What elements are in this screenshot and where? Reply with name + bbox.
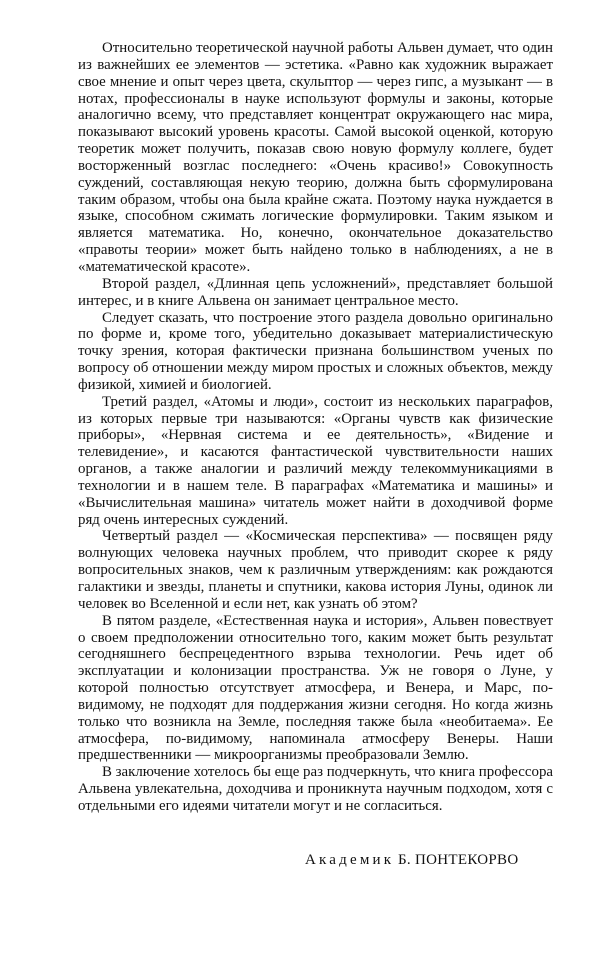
author-signature xyxy=(305,850,555,870)
paragraph-third-section: Третий раздел, «Атомы и люди», состоит из нескольких параграфов, из которых первые три называются: «Органы чувств как физические приборы», «Нервная система и ее деятельность», «Видение и телевидение», и касаются фантастической чувствительности наших органов, а также аналогии и различий между телекоммуникациями в технологии и в нашем теле. В параграфах «Математика и машины» и «Вычислительная машина» читатель может найти в доходчивой форме ряд очень интересных суждений. xyxy=(78,393,553,528)
paragraph-aesthetics: Относительно теоретической научной работы Альвен думает, что один из важнейших ее элементов — эстетика. «Равно как художник выражает свое мнение и опыт через цвета, скульптор — через гипс, а музыкант — в нотах, профессионалы в науке используют формулы и законы, которые аналогично всему, что представляет концентрат окружающего нас мира, показывают высокий уровень красоты. Самой высокой оценкой, которую теоретик может получить, показав свою новую формулу коллеге, будет восторженный возглас последнего: «Очень красиво!» Совокупность суждений, составляющая некую теорию, должна быть сформулирована таким образом, чтобы она была крайне сжата. Поэтому наука нуждается в языке, способном сжимать логические формулировки. Таким языком и является математика. Но, конечно, окончательное доказательство «правоты теории» может быть найдено только в наблюдениях, а не в «математической красоте». xyxy=(78,40,553,275)
paragraph-fifth-section: В пятом разделе, «Естественная наука и история», Альвен повествует о своем предположении относительно того, каким может быть результат сегодняшнего беспрецедентного взрыва технологии. Речь идет об эксплуатации и колонизации пространства. Уж не говоря о Луне, у которой полностью отсутствует атмосфера, и Венера, и Марс, по-видимому, не подходят для поддержания жизни сегодня. Но когда жизнь только что возникла на Земле, последняя также была «необитаема». Ее атмосфера, по-видимому, напоминала атмосферу Венеры. Наши предшественники — микроорганизмы преобразовали Землю. xyxy=(78,612,553,764)
signature-title: Академик xyxy=(305,852,395,868)
paragraph-second-section: Второй раздел, «Длинная цепь усложнений», представляет большой интерес, и в книге Альвена он занимает центральное место. xyxy=(78,275,553,309)
article-body xyxy=(78,40,553,815)
paragraph-conclusion: В заключение хотелось бы еще раз подчеркнуть, что книга профессора Альвена увлекательна, доходчива и проникнута научным подходом, хотя с отдельными его идеями читатели могут и не согласиться. xyxy=(78,764,554,814)
paragraph-section-construction: Следует сказать, что построение этого раздела довольно оригинально по форме и, кроме того, убедительно доказывает материалистическую точку зрения, которая фактически признана большинством ученых по вопросу об отношении между миром простых и сложных объектов, между физикой, химией и биологией. xyxy=(78,309,553,393)
paragraph-fourth-section: Четвертый раздел — «Космическая перспектива» — посвящен ряду волнующих человека научных проблем, что приводит скорее к ряду вопросительных знаков, чем к различным утверждениям: как рождаются галактики и звезды, планеты и спутники, какова история Луны, одинок ли человек во Вселенной и если нет, как узнать об этом? xyxy=(78,528,553,612)
signature-name: Б. ПОНТЕКОРВО xyxy=(398,852,519,868)
